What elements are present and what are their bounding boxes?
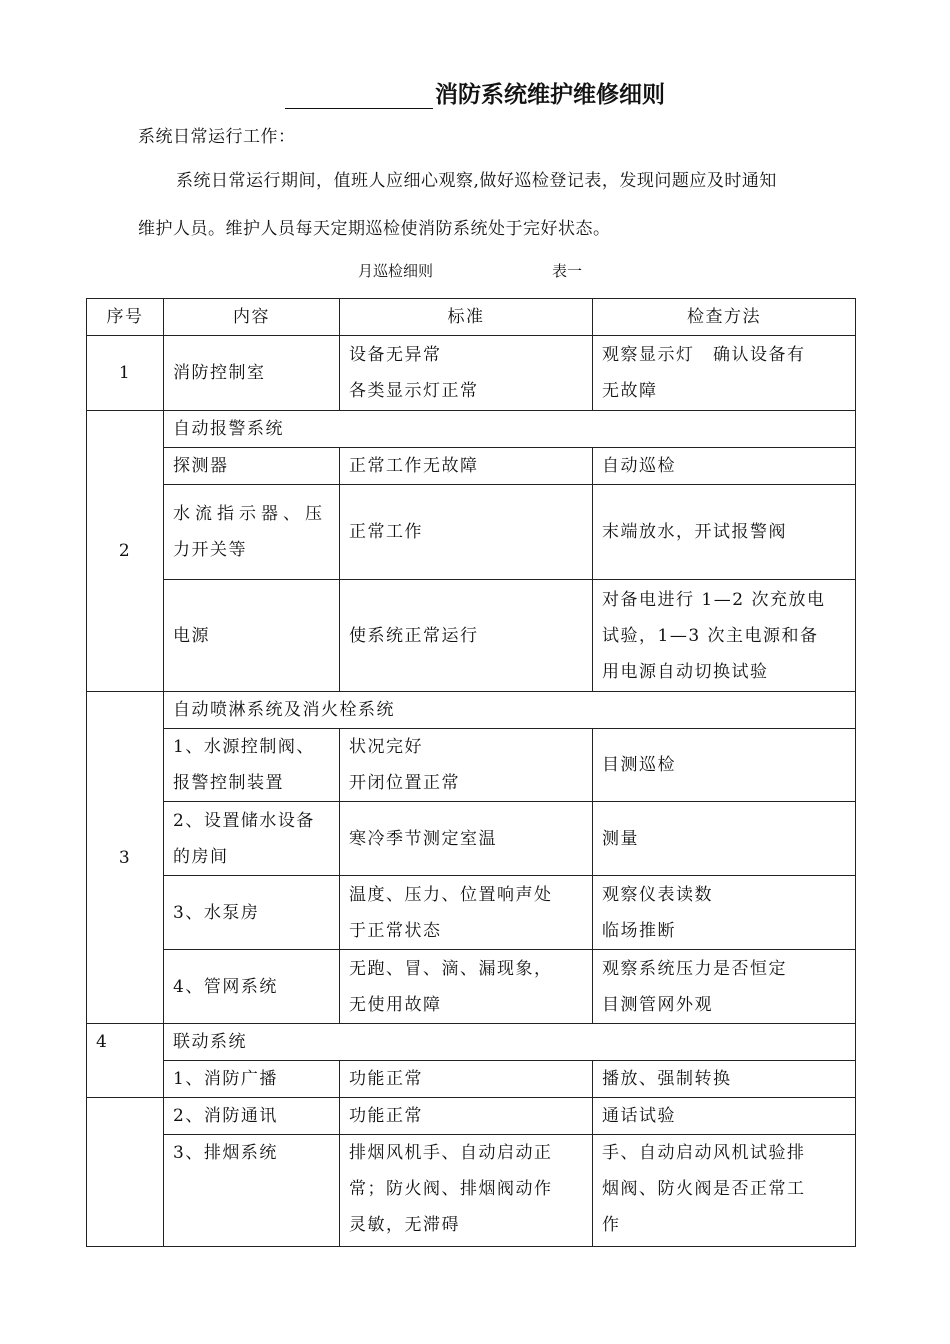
header-no: 序号 <box>87 299 164 336</box>
content-line: 2、设置储水设备 <box>173 810 315 831</box>
content-line: 的房间 <box>173 846 229 867</box>
method-cell: 测量 <box>593 802 856 876</box>
table-row <box>87 1135 856 1247</box>
table-row <box>87 485 856 580</box>
method-line: 临场推断 <box>602 920 676 941</box>
section-title: 自动喷淋系统及消火栓系统 <box>164 692 856 729</box>
standard-cell: 寒冷季节测定室温 <box>340 802 593 876</box>
content-line: 力开关等 <box>173 540 247 560</box>
method-cell: 播放、强制转换 <box>593 1061 856 1098</box>
empty-no-cell <box>87 1098 164 1247</box>
method-line: 观察系统压力是否恒定 <box>602 958 787 979</box>
row-no: 2 <box>87 411 164 692</box>
method-line: 用电源自动切换试验 <box>602 661 769 682</box>
standard-cell <box>340 1135 593 1247</box>
method-line: 对备电进行 1—2 次充放电 <box>602 589 826 610</box>
section-title: 自动报警系统 <box>164 411 856 448</box>
content-cell: 2、消防通讯 <box>164 1098 340 1135</box>
method-cell: 自动巡检 <box>593 448 856 485</box>
content-cell <box>164 729 340 802</box>
table-caption-number: 表一 <box>552 262 583 280</box>
section-row <box>87 411 856 448</box>
content-cell: 电源 <box>164 580 340 692</box>
method-line: 观察显示灯 确认设备有 <box>602 345 806 365</box>
content-line: 1、水源控制阀、 <box>173 737 315 757</box>
standard-line: 设备无异常 <box>349 345 442 365</box>
title-blank-line <box>285 82 433 109</box>
method-cell: 末端放水，开试报警阀 <box>593 485 856 580</box>
section-row <box>87 692 856 729</box>
content-cell: 探测器 <box>164 448 340 485</box>
standard-cell <box>340 950 593 1024</box>
content-cell <box>164 485 340 580</box>
standard-line: 无使用故障 <box>349 994 442 1015</box>
standard-cell: 正常工作 <box>340 485 593 580</box>
table-row <box>87 729 856 802</box>
header-content: 内容 <box>164 299 340 336</box>
table-header-row <box>87 299 856 336</box>
standard-line: 于正常状态 <box>349 920 442 941</box>
method-line: 无故障 <box>602 381 658 401</box>
content-line: 报警控制装置 <box>173 773 284 793</box>
inspection-table <box>86 298 856 1247</box>
method-line: 烟阀、防火阀是否正常工 <box>602 1179 806 1199</box>
intro-heading: 系统日常运行工作： <box>138 127 296 147</box>
row-no: 1 <box>87 336 164 411</box>
table-caption-name: 月巡检细则 <box>358 262 434 280</box>
intro-paragraph-line1: 系统日常运行期间，值班人应细心观察,做好巡检登记表，发现问题应及时通知 <box>176 171 777 191</box>
standard-cell <box>340 729 593 802</box>
table-row <box>87 448 856 485</box>
content-cell: 3、排烟系统 <box>164 1135 340 1247</box>
table-row <box>87 1061 856 1098</box>
document-title <box>0 76 950 109</box>
method-line: 观察仪表读数 <box>602 884 713 905</box>
table-row <box>87 580 856 692</box>
method-cell: 目测巡检 <box>593 729 856 802</box>
standard-line: 排烟风机手、自动启动正 <box>349 1143 553 1163</box>
standard-cell: 使系统正常运行 <box>340 580 593 692</box>
method-line: 试验，1—3 次主电源和备 <box>602 625 819 646</box>
standard-cell: 功能正常 <box>340 1061 593 1098</box>
standard-cell <box>340 876 593 950</box>
standard-line: 灵敏，无滞碍 <box>349 1215 460 1235</box>
section-row <box>87 1024 856 1061</box>
table-row <box>87 876 856 950</box>
standard-line: 状况完好 <box>349 737 423 757</box>
standard-line: 温度、压力、位置响声处 <box>349 884 553 905</box>
content-cell: 1、消防广播 <box>164 1061 340 1098</box>
title-text: 消防系统维护维修细则 <box>435 82 665 108</box>
method-cell <box>593 876 856 950</box>
row-no: 3 <box>87 692 164 1024</box>
method-cell <box>593 336 856 411</box>
header-standard: 标准 <box>340 299 593 336</box>
standard-line: 无跑、冒、滴、漏现象， <box>349 958 553 979</box>
table-row <box>87 336 856 411</box>
standard-line: 常；防火阀、排烟阀动作 <box>349 1179 553 1199</box>
method-line: 目测管网外观 <box>602 994 713 1015</box>
content-cell: 3、水泵房 <box>164 876 340 950</box>
section-title: 联动系统 <box>164 1024 856 1061</box>
standard-cell <box>340 336 593 411</box>
standard-line: 开闭位置正常 <box>349 773 460 793</box>
table-row <box>87 950 856 1024</box>
header-method: 检查方法 <box>593 299 856 336</box>
method-cell <box>593 950 856 1024</box>
row-no: 4 <box>87 1024 164 1098</box>
content-cell <box>164 802 340 876</box>
method-line: 手、自动启动风机试验排 <box>602 1143 806 1163</box>
method-cell <box>593 580 856 692</box>
intro-paragraph-line2: 维护人员。维护人员每天定期巡检使消防系统处于完好状态。 <box>138 219 611 239</box>
table-row <box>87 1098 856 1135</box>
table-row <box>87 802 856 876</box>
content-line: 水流指示器、压 <box>173 504 327 524</box>
standard-line: 各类显示灯正常 <box>349 381 479 401</box>
content-cell: 4、管网系统 <box>164 950 340 1024</box>
method-cell <box>593 1135 856 1247</box>
standard-cell: 功能正常 <box>340 1098 593 1135</box>
method-cell: 通话试验 <box>593 1098 856 1135</box>
method-line: 作 <box>602 1215 621 1235</box>
standard-cell: 正常工作无故障 <box>340 448 593 485</box>
content-cell: 消防控制室 <box>164 336 340 411</box>
